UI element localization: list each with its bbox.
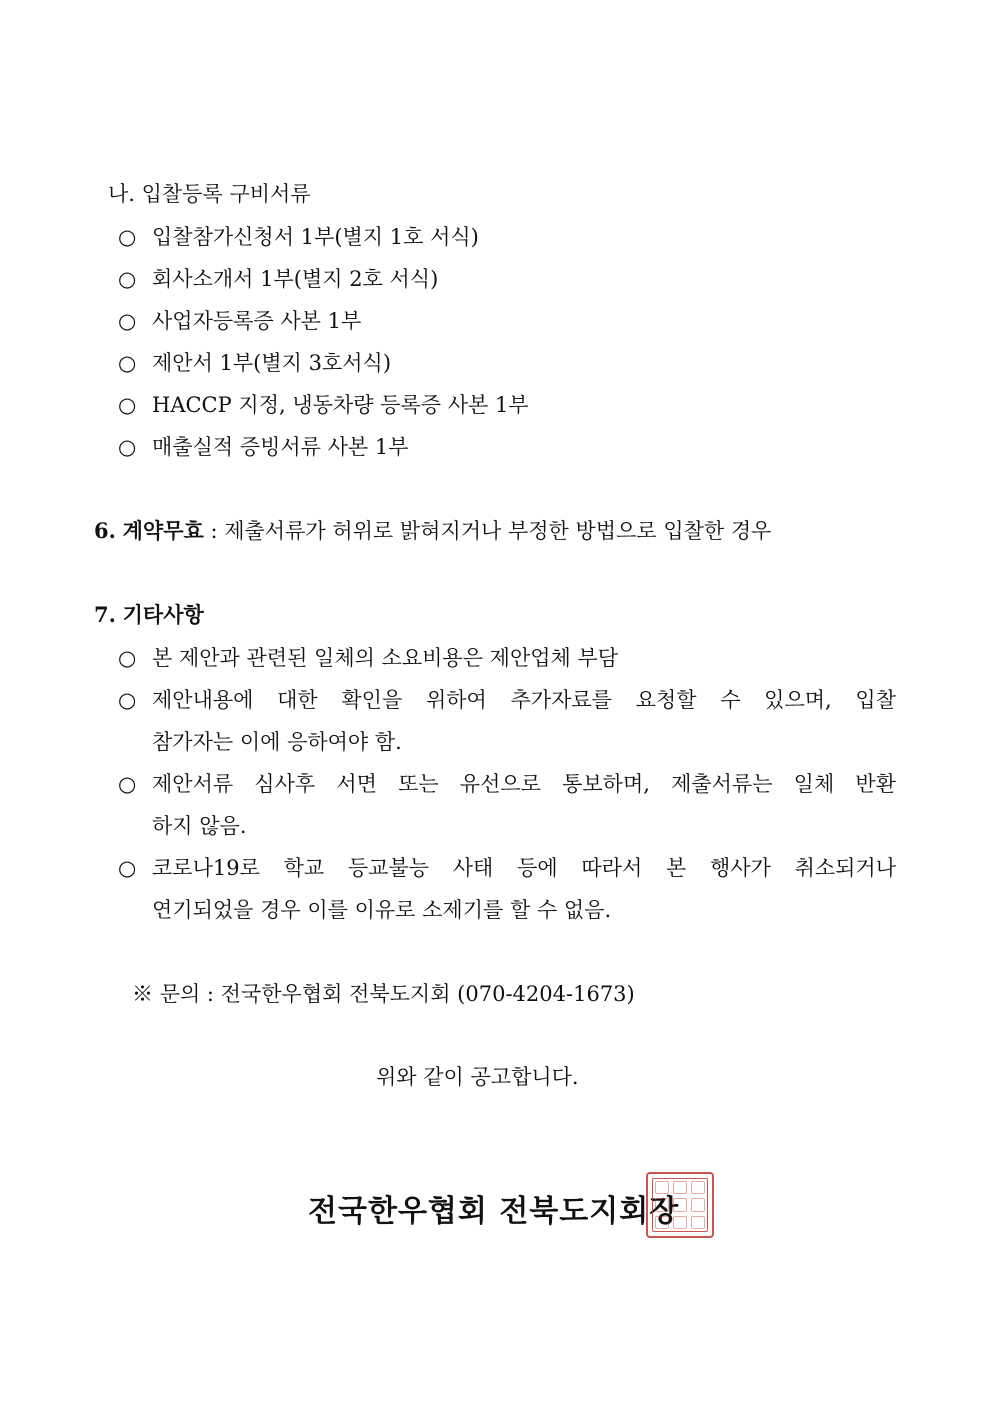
list-item [118, 308, 361, 334]
reference-mark-icon: ※ [132, 982, 153, 1006]
list-item-text: 매출실적 증빙서류 사본 1부 [152, 435, 409, 459]
list-item [118, 434, 409, 460]
circle-bullet-icon: ○ [118, 351, 137, 375]
list-item [118, 855, 896, 881]
contact-text: 문의 : 전국한우협회 전북도지회 (070-4204-1673) [159, 982, 635, 1006]
list-item-text: 입찰참가신청서 1부(별지 1호 서식) [152, 225, 479, 249]
circle-bullet-icon: ○ [118, 393, 137, 417]
section-title: 계약무효 [122, 518, 204, 543]
list-item [118, 224, 479, 250]
section-7-heading [94, 602, 204, 628]
list-item-text: 제안서 1부(별지 3호서식) [152, 351, 392, 375]
seal-pattern [652, 1178, 708, 1232]
closing-statement: 위와 같이 공고합니다. [376, 1065, 579, 1089]
circle-bullet-icon: ○ [118, 646, 137, 670]
list-item-continuation: 연기되었을 경우 이를 이유로 소제기를 할 수 없음. [152, 898, 612, 922]
subsection-title: 나. 입찰등록 구비서류 [108, 182, 311, 206]
list-item [118, 392, 529, 418]
circle-bullet-icon: ○ [118, 435, 137, 459]
list-item [118, 266, 438, 292]
list-item-text: HACCP 지정, 냉동차량 등록증 사본 1부 [152, 393, 529, 417]
separator: : [210, 519, 218, 543]
circle-bullet-icon: ○ [118, 267, 137, 291]
section-number: 7. [94, 602, 116, 627]
list-item [118, 771, 896, 797]
signature: 전국한우협회 전북도지회장 [308, 1194, 680, 1229]
section-title: 기타사항 [122, 602, 204, 627]
list-item-text: 회사소개서 1부(별지 2호 서식) [152, 267, 439, 291]
circle-bullet-icon: ○ [118, 225, 137, 249]
circle-bullet-icon: ○ [118, 688, 137, 712]
list-item [118, 645, 618, 671]
circle-bullet-icon: ○ [118, 309, 137, 333]
list-item-text: 본 제안과 관련된 일체의 소요비용은 제안업체 부담 [152, 646, 619, 670]
list-item [118, 687, 896, 713]
section-6 [94, 518, 771, 544]
list-item-text: 사업자등록증 사본 1부 [152, 309, 362, 333]
list-item-text: 코로나19로 학교 등교불능 사태 등에 따라서 본 행사가 취소되거나 [152, 856, 896, 880]
list-item-text: 제안서류 심사후 서면 또는 유선으로 통보하며, 제출서류는 일체 반환 [152, 772, 896, 796]
circle-bullet-icon: ○ [118, 772, 137, 796]
list-item-continuation: 참가자는 이에 응하여야 함. [152, 730, 402, 754]
circle-bullet-icon: ○ [118, 856, 137, 880]
official-seal-icon [646, 1172, 714, 1238]
list-item [118, 350, 391, 376]
list-item-continuation: 하지 않음. [152, 814, 247, 838]
list-item-text: 제안내용에 대한 확인을 위하여 추가자료를 요청할 수 있으며, 입찰 [152, 688, 896, 712]
section-number: 6. [94, 518, 116, 543]
section-text: 제출서류가 허위로 밝혀지거나 부정한 방법으로 입찰한 경우 [224, 519, 772, 543]
contact-line [132, 981, 635, 1007]
